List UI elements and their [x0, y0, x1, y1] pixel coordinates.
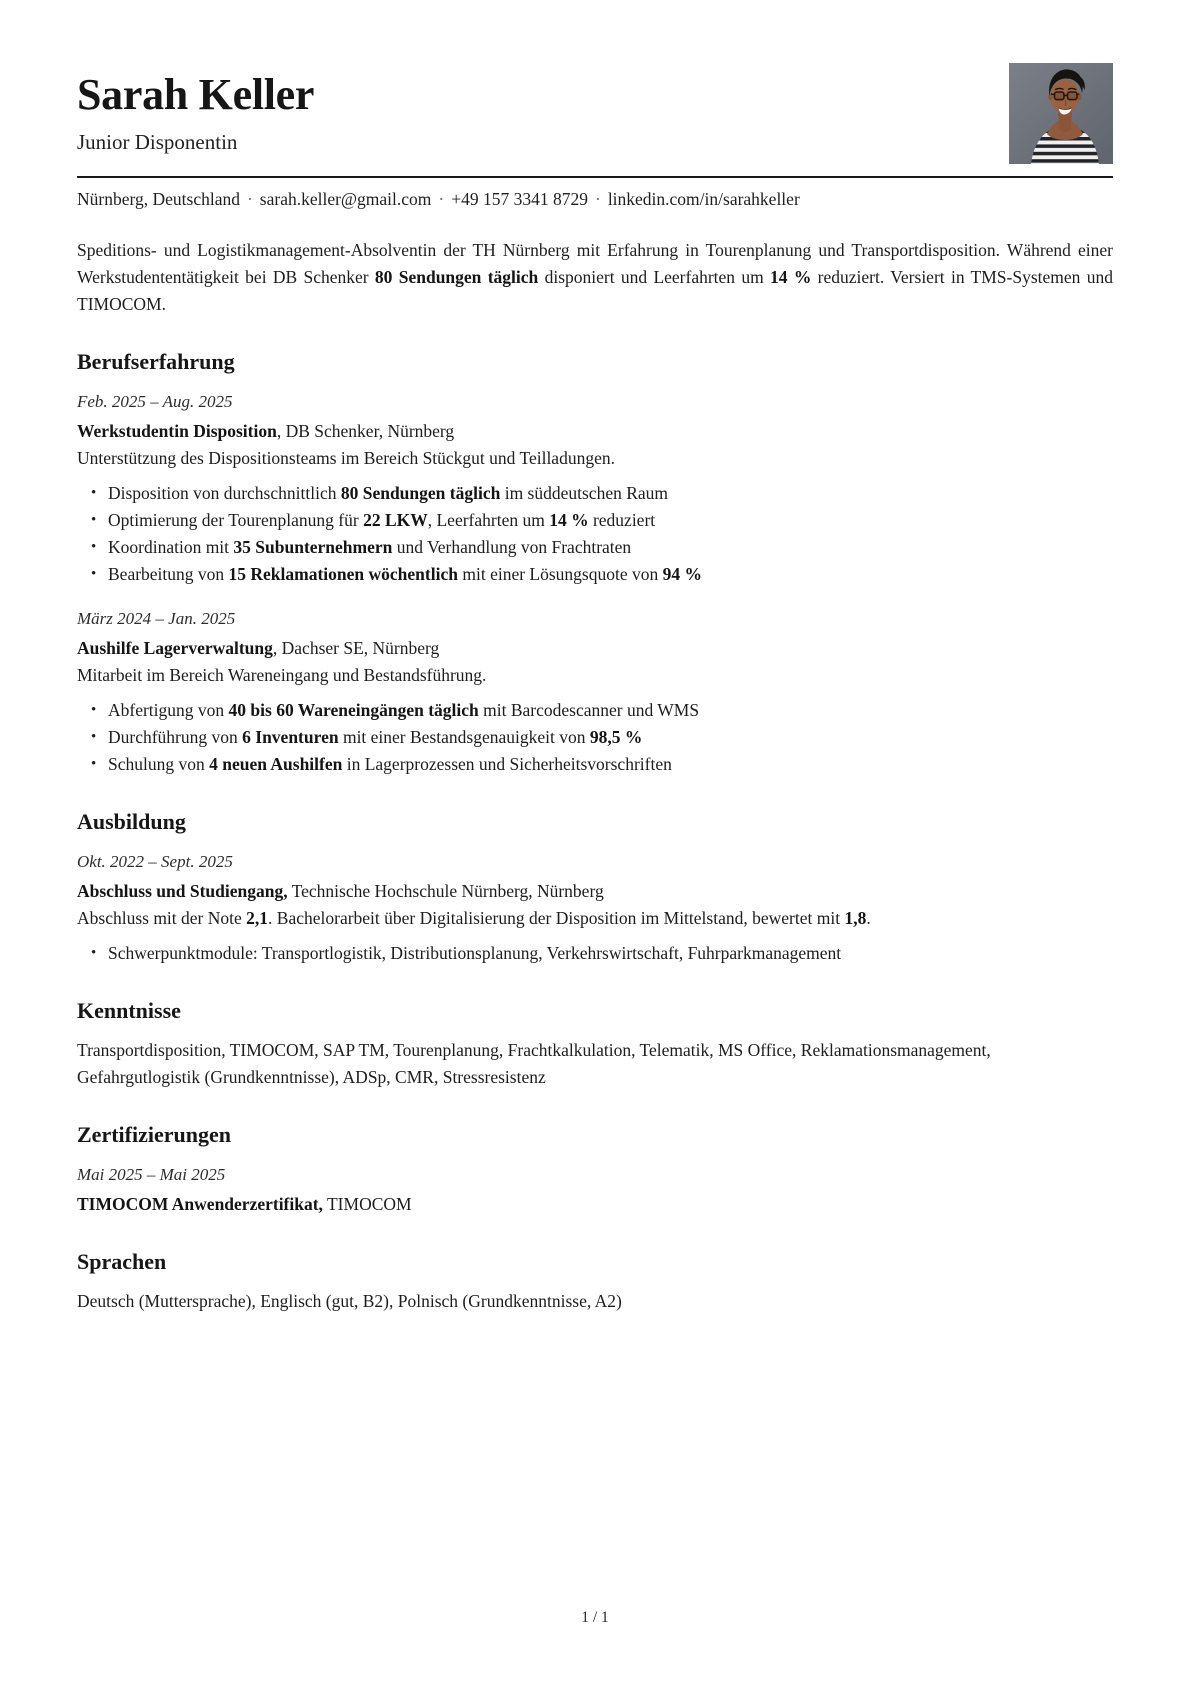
- contact-location: Nürnberg, Deutschland: [77, 189, 240, 210]
- entry-description: Abschluss mit der Note 2,1. Bachelorarbeit über Digitalisierung der Disposition im Mittelstand, bewertet mit 1,8.: [77, 907, 871, 928]
- summary-paragraph: Speditions- und Logistikmanagement-Absolventin der TH Nürnberg mit Erfahrung in Tourenplanung und Transportdisposition. Während einer Werkstudententätigkeit bei DB Schenker 80 Sendungen täglich disponiert und Leerfahrten um 14 % reduziert. Versiert in TMS-Systemen und TIMOCOM.: [77, 240, 1113, 315]
- contact-separator: ·: [438, 189, 445, 210]
- header-divider: [77, 176, 1113, 178]
- bullet-item: • Schwerpunktmodule: Transportlogistik, Distributionsplanung, Verkehrswirtschaft, Fuhrparkmanagement: [91, 940, 1113, 967]
- entry-bullet-list: [91, 697, 1113, 777]
- entry-date: März 2024 – Jan. 2025: [77, 609, 236, 629]
- resume-content: [0, 72, 1190, 1315]
- entry-title: Abschluss und Studiengang, Technische Hochschule Nürnberg, Nürnberg: [77, 880, 604, 901]
- contact-linkedin: linkedin.com/in/sarahkeller: [607, 189, 800, 210]
- page-number: 1 / 1: [581, 1609, 609, 1626]
- section-heading-languages: Sprachen: [77, 1248, 167, 1274]
- entry-title: TIMOCOM Anwenderzertifikat, TIMOCOM: [77, 1193, 412, 1214]
- contact-line: [77, 189, 1113, 210]
- section-heading-experience: Berufserfahrung: [77, 349, 235, 375]
- person-name: Sarah Keller: [77, 70, 315, 119]
- languages-paragraph: Deutsch (Muttersprache), Englisch (gut, B2), Polnisch (Grundkenntnisse, A2): [77, 1290, 622, 1311]
- experience-entry: [77, 390, 1113, 587]
- contact-separator: ·: [246, 189, 253, 210]
- header: [77, 72, 1113, 155]
- section-heading-education: Ausbildung: [77, 808, 186, 834]
- entry-description: Unterstützung des Dispositionsteams im Bereich Stückgut und Teilladungen.: [77, 448, 615, 469]
- contact-email: sarah.keller@gmail.com: [259, 189, 432, 210]
- bullet-item: • Optimierung der Tourenplanung für 22 LKW, Leerfahrten um 14 % reduziert: [91, 507, 1113, 534]
- education-entry: [77, 850, 1113, 967]
- bullet-item: • Durchführung von 6 Inventuren mit einer Bestandsgenauigkeit von 98,5 %: [91, 724, 1113, 751]
- section-heading-certifications: Zertifizierungen: [77, 1121, 231, 1147]
- profile-photo: [1009, 63, 1113, 164]
- entry-title: Aushilfe Lagerverwaltung, Dachser SE, Nürnberg: [77, 638, 440, 659]
- entry-date: Okt. 2022 – Sept. 2025: [77, 851, 233, 871]
- section-heading-skills: Kenntnisse: [77, 997, 181, 1023]
- bullet-item: • Schulung von 4 neuen Aushilfen in Lagerprozessen und Sicherheitsvorschriften: [91, 751, 1113, 778]
- bullet-item: • Koordination mit 35 Subunternehmern und Verhandlung von Frachtraten: [91, 534, 1113, 561]
- certification-entry: [77, 1163, 1113, 1218]
- job-title: Junior Disponentin: [77, 130, 238, 155]
- contact-phone: +49 157 3341 8729: [451, 189, 588, 210]
- entry-description: Mitarbeit im Bereich Wareneingang und Bestandsführung.: [77, 665, 487, 686]
- bullet-item: • Abfertigung von 40 bis 60 Wareneingängen täglich mit Barcodescanner und WMS: [91, 697, 1113, 724]
- entry-bullet-list: [91, 480, 1113, 587]
- entry-bullet-list: [91, 940, 1113, 967]
- bullet-item: • Bearbeitung von 15 Reklamationen wöchentlich mit einer Lösungsquote von 94 %: [91, 561, 1113, 588]
- experience-entry: [77, 607, 1113, 777]
- bullet-item: • Disposition von durchschnittlich 80 Sendungen täglich im süddeutschen Raum: [91, 480, 1113, 507]
- contact-separator: ·: [594, 189, 601, 210]
- entry-title: Werkstudentin Disposition, DB Schenker, Nürnberg: [77, 421, 455, 442]
- entry-date: Feb. 2025 – Aug. 2025: [77, 392, 233, 412]
- skills-paragraph: Transportdisposition, TIMOCOM, SAP TM, Tourenplanung, Frachtkalkulation, Telematik, MS Office, Reklamationsmanagement, Gefahrgutlogistik (Grundkenntnisse), ADSp, CMR, Stressresistenz: [77, 1039, 991, 1087]
- entry-date: Mai 2025 – Mai 2025: [77, 1164, 226, 1184]
